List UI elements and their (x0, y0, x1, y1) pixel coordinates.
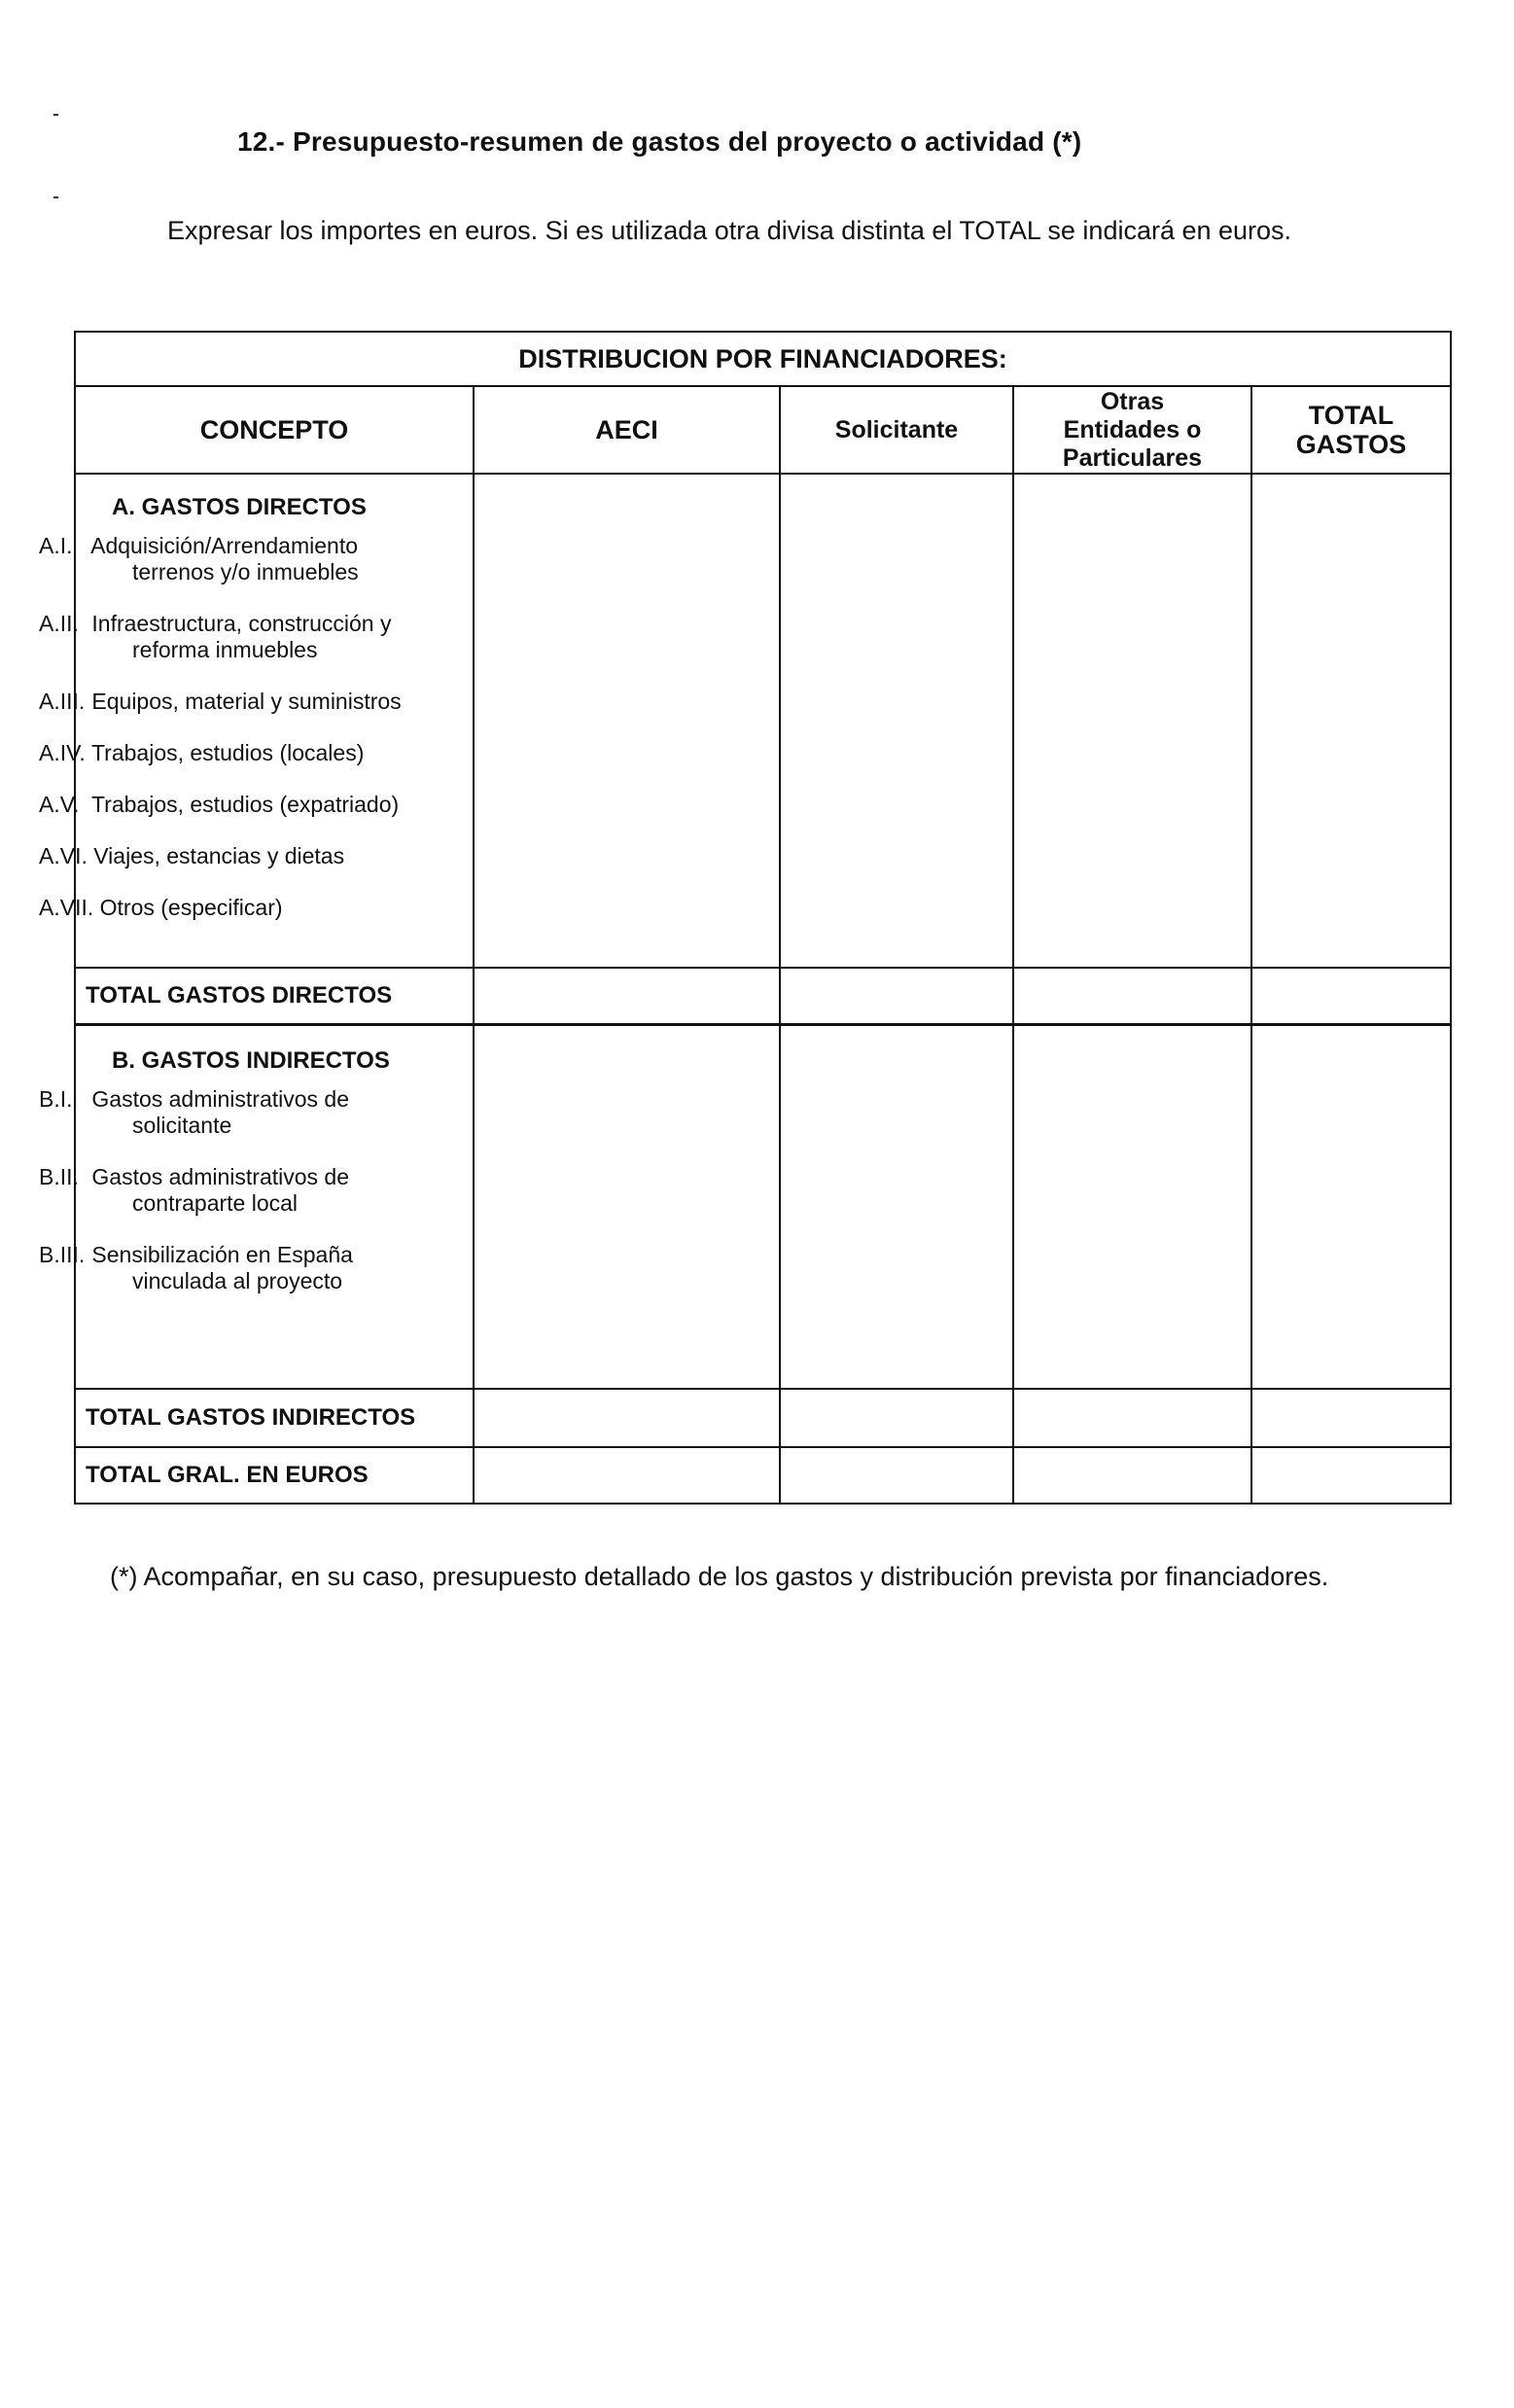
total-indirect-otras-cell[interactable] (1013, 1389, 1251, 1447)
concept-item: B.III. Sensibilización en España vinculada al proyecto (39, 1241, 353, 1293)
direct-solicitante-cell[interactable] (780, 474, 1013, 968)
concept-item-text-continued: vinculada al proyecto (132, 1267, 343, 1293)
total-indirect-solicitante-cell[interactable] (780, 1389, 1013, 1447)
budget-summary-table (39, 331, 1452, 1505)
instructions-text: Expresar los importes en euros. Si es utilizada otra divisa distinta el TOTAL se indicará en euros. (167, 216, 1292, 245)
concept-item-code: A.VI. (39, 843, 88, 868)
direct-costs-row (75, 474, 1451, 968)
distribution-header-row (75, 332, 1451, 386)
direct-otras-cell[interactable] (1013, 474, 1251, 968)
concept-item-text: Equipos, material y suministros (91, 689, 402, 714)
otras-line1: Otras (1100, 387, 1165, 415)
grand-total-aeci-cell[interactable] (474, 1447, 780, 1504)
total-indirect-total-cell[interactable] (1251, 1389, 1451, 1447)
column-header-total-gastos (1251, 386, 1451, 474)
concept-item: A.III. Equipos, material y suministros (39, 689, 402, 714)
indirect-aeci-cell[interactable] (474, 1024, 780, 1389)
concept-item-text: Viajes, estancias y dietas (93, 843, 345, 868)
column-header-concepto: CONCEPTO (75, 386, 474, 474)
concept-item-text: Otros (especificar) (99, 895, 283, 920)
scan-mark (53, 114, 58, 116)
total-direct-solicitante-cell[interactable] (780, 968, 1013, 1024)
concept-item-text-continued: reforma inmuebles (132, 637, 318, 662)
concept-item-text: Trabajos, estudios (locales) (90, 740, 365, 765)
concept-item (39, 843, 473, 869)
direct-costs-heading: A. GASTOS DIRECTOS (112, 494, 367, 520)
grand-total-total-cell[interactable] (1251, 1447, 1451, 1504)
direct-costs-concept (39, 474, 474, 968)
grand-total-row (75, 1447, 1451, 1504)
direct-total-cell[interactable] (1251, 474, 1451, 968)
grand-total-label: TOTAL GRAL. EN EUROS (75, 1447, 474, 1504)
column-header-otras-entidades (1013, 386, 1251, 474)
otras-line2: Entidades o (1063, 415, 1202, 443)
direct-aeci-cell[interactable] (474, 474, 780, 968)
concept-item-text: Adquisición/Arrendamiento (90, 533, 359, 558)
indirect-costs-list (39, 1085, 473, 1294)
total-indirect-aeci-cell[interactable] (474, 1389, 780, 1447)
column-header-solicitante: Solicitante (780, 386, 1013, 474)
concept-item: B.II. Gastos administrativos de contraparte local (39, 1163, 350, 1216)
column-header-row (75, 386, 1451, 474)
total-indirect-label: TOTAL GASTOS INDIRECTOS (75, 1389, 474, 1447)
total-gastos-line1: TOTAL (1308, 401, 1394, 430)
footnote: (*) Acompañar, en su caso, presupuesto detallado de los gastos y distribución prevista por financiadores. (110, 1562, 1329, 1591)
total-direct-total-cell[interactable] (1251, 968, 1451, 1024)
section-title: 12.- Presupuesto-resumen de gastos del proyecto o actividad (*) (237, 126, 1082, 157)
concept-item-code: A.VII. (39, 895, 94, 920)
total-direct-row (75, 968, 1451, 1024)
concept-item: B.I. Gastos administrativos de solicitante (39, 1085, 350, 1138)
concept-item-text-continued: terrenos y/o inmuebles (132, 559, 359, 584)
indirect-solicitante-cell[interactable] (780, 1024, 1013, 1389)
distribution-header: DISTRIBUCION POR FINANCIADORES: (75, 332, 1451, 386)
otras-line3: Particulares (1062, 443, 1203, 472)
grand-total-otras-cell[interactable] (1013, 1447, 1251, 1504)
concept-item: A.V. Trabajos, estudios (expatriado) (39, 792, 400, 817)
concept-item-text: Gastos administrativos de (91, 1163, 350, 1189)
total-direct-label: TOTAL GASTOS DIRECTOS (75, 968, 474, 1024)
total-indirect-row (75, 1389, 1451, 1447)
concept-item-text: Infraestructura, construcción y (91, 611, 392, 636)
total-direct-aeci-cell[interactable] (474, 968, 780, 1024)
concept-item-text: Sensibilización en España (91, 1241, 353, 1267)
concept-item (39, 895, 473, 921)
indirect-costs-concept (39, 1024, 474, 1389)
concept-item: A.II. Infraestructura, construcción y reforma inmuebles (39, 611, 392, 662)
grand-total-solicitante-cell[interactable] (780, 1447, 1013, 1504)
total-gastos-line2: GASTOS (1295, 430, 1407, 459)
concept-item-text: Trabajos, estudios (expatriado) (90, 792, 400, 817)
indirect-otras-cell[interactable] (1013, 1024, 1251, 1389)
column-header-aeci: AECI (474, 386, 780, 474)
concept-item-text-continued: solicitante (132, 1112, 232, 1138)
concept-item: A.IV. Trabajos, estudios (locales) (39, 740, 365, 765)
direct-costs-list (39, 533, 473, 921)
concept-item-text-continued: contraparte local (132, 1189, 299, 1216)
scan-mark (53, 196, 58, 198)
indirect-total-cell[interactable] (1251, 1024, 1451, 1389)
indirect-costs-row (75, 1024, 1451, 1389)
concept-item-text: Gastos administrativos de (91, 1085, 350, 1112)
total-direct-otras-cell[interactable] (1013, 968, 1251, 1024)
indirect-costs-heading: B. GASTOS INDIRECTOS (112, 1046, 390, 1074)
concept-item: A.I. Adquisición/Arrendamiento terrenos y/o inmuebles (39, 533, 359, 584)
